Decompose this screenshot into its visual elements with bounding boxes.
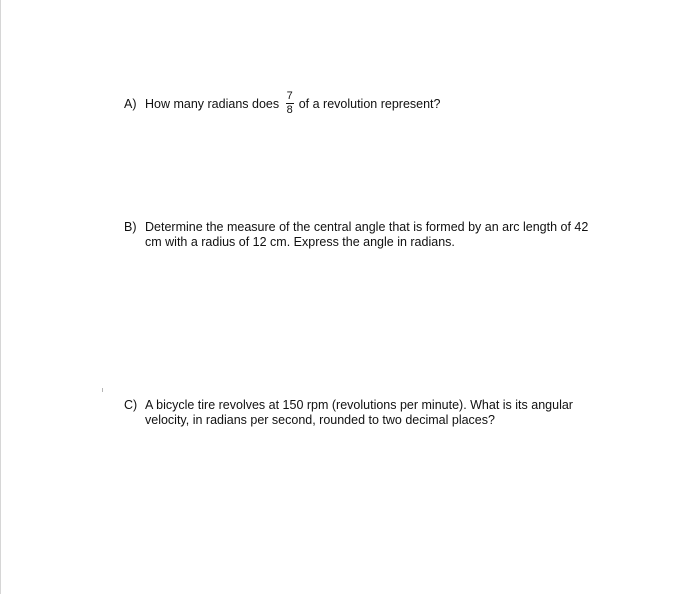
stray-mark (102, 388, 103, 392)
question-c-text-1: A bicycle tire revolves at 150 rpm (revolutions per minute). What is its angular (145, 398, 573, 412)
fraction-seven-eighths (286, 91, 294, 116)
question-c-line-1 (124, 398, 573, 413)
question-c (124, 398, 573, 428)
question-a-text-after: of a revolution represent? (298, 96, 441, 111)
fraction-denominator: 8 (286, 104, 293, 116)
question-b-letter: B) (124, 220, 137, 234)
question-b-line-2: cm with a radius of 12 cm. Express the angle in radians. (145, 235, 455, 249)
question-b-line-1 (124, 220, 588, 235)
question-c-line-2: velocity, in radians per second, rounded to two decimal places? (145, 413, 495, 427)
question-a-letter: A) (124, 96, 137, 111)
question-a-text-before: How many radians does (145, 96, 280, 111)
question-a (124, 92, 440, 117)
question-c-letter: C) (124, 398, 138, 412)
fraction-numerator: 7 (286, 90, 293, 102)
question-b-text-1: Determine the measure of the central angle that is formed by an arc length of 42 (145, 220, 589, 234)
page-left-border (0, 0, 1, 594)
question-b (124, 220, 588, 250)
